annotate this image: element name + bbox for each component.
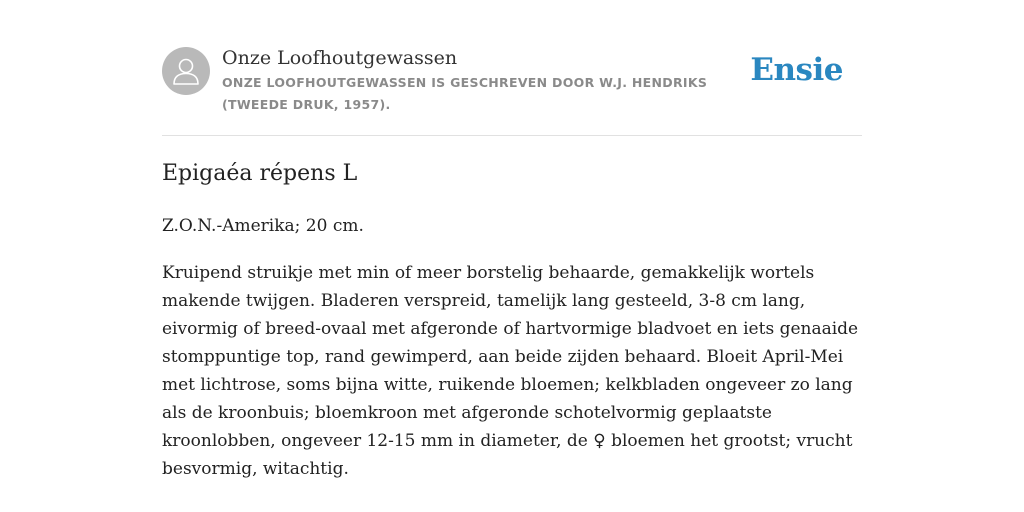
user-icon <box>162 47 210 95</box>
source-info <box>222 46 752 116</box>
source-title-link[interactable]: Onze Loofhoutgewassen <box>222 47 458 69</box>
source-header <box>162 46 862 136</box>
entry-body: Kruipend struikje met min of meer borstelig behaarde, gemakkelijk wortels makende twijgen. Bladeren verspreid, tamelijk lang gesteeld, 3-8 cm lang, eivormig of breed-ovaal met afgeronde of hartvormige bladvoet en iets genaaide stomppuntige top, rand gewimperd, aan beide zijden behaard. Bloeit April-Mei met lichtrose, soms bijna witte, ruikende bloemen; kelkbladen ongeveer zo lang als de kroonbuis; bloemkroon met afgeronde schotelvormig geplaatste kroonlobben, ongeveer 12-15 mm in diameter, de ♀ bloemen het grootst; vrucht besvormig, witachtig. <box>162 263 859 479</box>
source-avatar[interactable] <box>162 47 210 95</box>
header-divider <box>162 135 862 136</box>
source-description: ONZE LOOFHOUTGEWASSEN IS GESCHREVEN DOOR W.J. HENDRIKS (TWEEDE DRUK, 1957). <box>222 75 708 112</box>
entry-title: Epigaéa répens L <box>162 161 358 186</box>
entry-origin: Z.O.N.-Amerika; 20 cm. <box>162 216 364 236</box>
brand-logo[interactable]: Ensie <box>750 52 843 88</box>
